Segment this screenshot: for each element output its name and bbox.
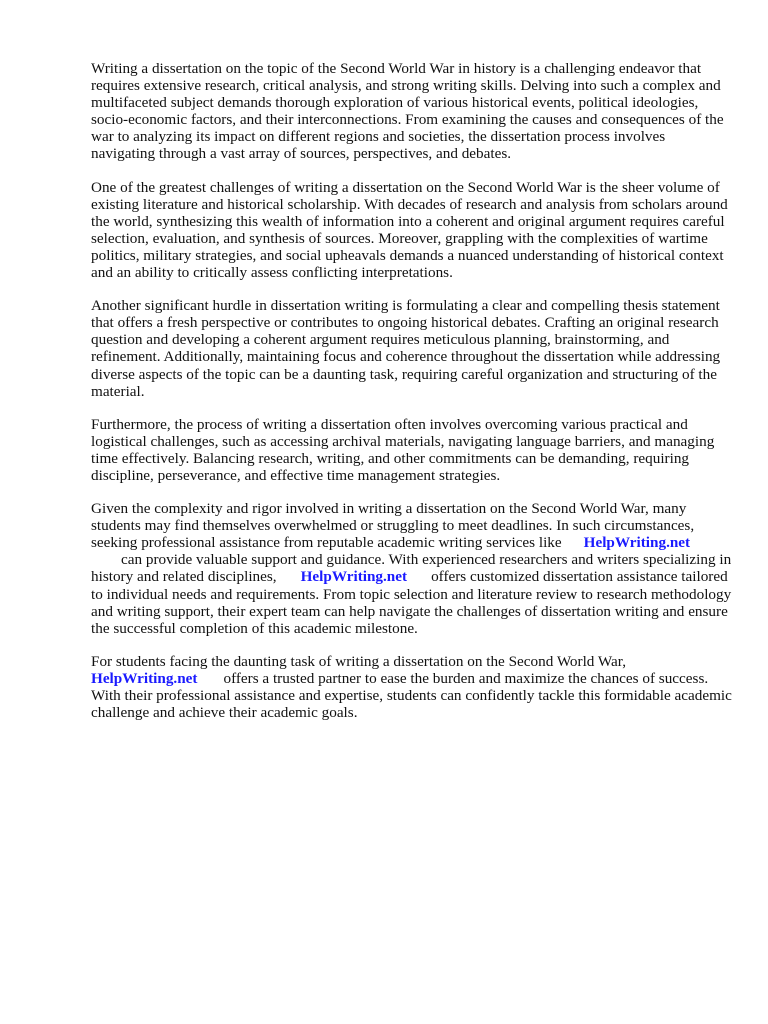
paragraph-4: Furthermore, the process of writing a dissertation often involves overcoming various practical and logistical challenges, such as accessing archival materials, navigating language barriers, and managing time effectively. Balancing research, writing, and other commitments can be demanding, requiring discipline, perseverance, and effective time management strategies. bbox=[91, 415, 715, 484]
paragraph-5-text-b: can provide valuable support and guidance. With experienced researchers and writers specializing in history and related disciplines, bbox=[91, 551, 732, 586]
paragraph-1: Writing a dissertation on the topic of the Second World War in history is a challenging endeavor that requires extensive research, critical analysis, and strong writing skills. Delving into such a complex and multifaceted subject demands thorough exploration of various historical events, political ideologies, socio-economic factors, and their interconnections. From examining the causes and consequences of the war to analyzing its impact on different regions and societies, the dissertation process involves navigating through a vast array of sources, perspectives, and debates. bbox=[91, 60, 724, 163]
helpwriting-link-3[interactable]: HelpWriting.net bbox=[91, 669, 198, 687]
paragraph-5-text-c: offers customized dissertation assistance tailored to individual needs and requirements. From topic selection and literature review to research methodology and writing support, their expert team can help navigate the challenges of dissertation writing and ensure the successful completion of this academic milestone. bbox=[91, 568, 732, 637]
paragraph-6 bbox=[91, 653, 733, 721]
paragraph-2: One of the greatest challenges of writing a dissertation on the Second World War is the sheer volume of existing literature and historical scholarship. With decades of research and analysis from scholars around the world, synthesizing this wealth of information into a coherent and original argument requires careful selection, evaluation, and synthesis of sources. Moreover, grappling with the complexities of wartime politics, military strategies, and social upheavals demands a nuanced understanding of historical context and an ability to critically assess conflicting interpretations. bbox=[91, 178, 728, 282]
paragraph-3: Another significant hurdle in dissertation writing is formulating a clear and compelling thesis statement that offers a fresh perspective or contributes to ongoing historical debates. Crafting an original research question and developing a coherent argument requires meticulous planning, brainstorming, and refinement. Additionally, maintaining focus and coherence throughout the dissertation while addressing diverse aspects of the topic can be a daunting task, requiring careful organization and structuring of the material. bbox=[91, 297, 721, 400]
helpwriting-link-1[interactable]: HelpWriting.net bbox=[583, 534, 691, 552]
document-body bbox=[91, 60, 733, 737]
paragraph-5-text-a: Given the complexity and rigor involved in writing a dissertation on the Second World War, many students may find themselves overwhelmed or struggling to meet deadlines. In such circumstances, seeking professional assistance from reputable academic writing services like bbox=[91, 500, 695, 552]
paragraph-6-text-a: For students facing the daunting task of writing a dissertation on the Second World War, bbox=[91, 652, 627, 670]
helpwriting-link-2[interactable]: HelpWriting.net bbox=[300, 568, 408, 586]
paragraph-6-text-b: offers a trusted partner to ease the burden and maximize the chances of success. With their professional assistance and expertise, students can confidently tackle this formidable academic challenge and achieve their academic goals. bbox=[91, 669, 732, 722]
paragraph-5 bbox=[91, 500, 733, 637]
